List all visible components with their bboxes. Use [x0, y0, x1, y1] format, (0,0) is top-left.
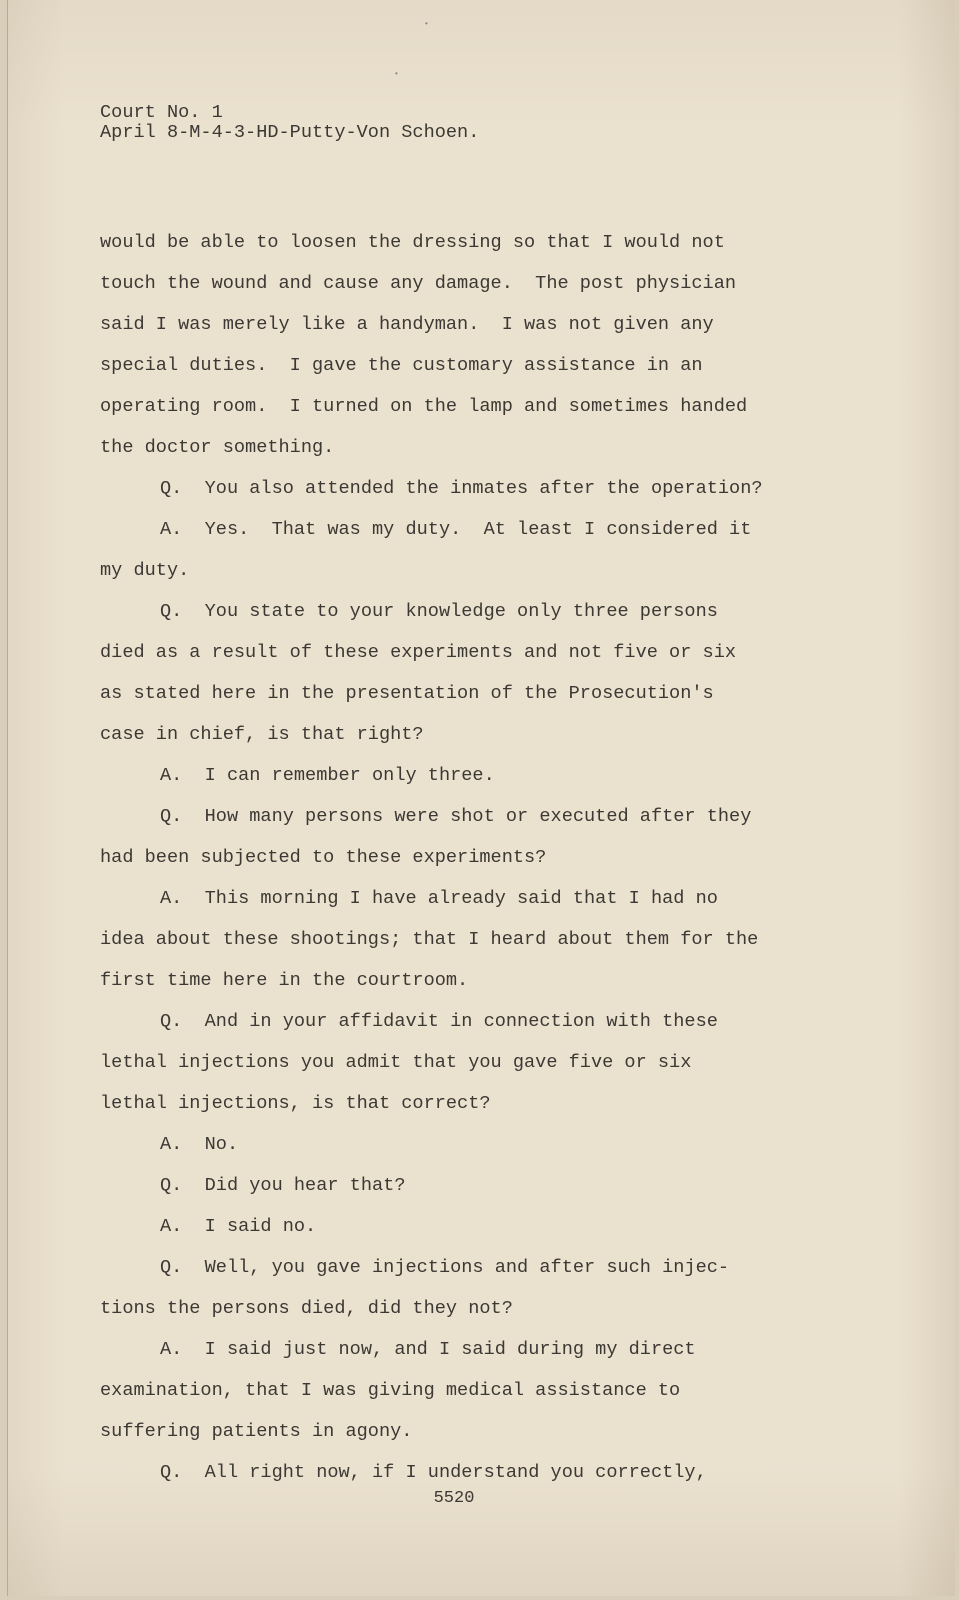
answer-line: A. No.: [160, 1134, 239, 1155]
answer-line: A. Yes. That was my duty. At least I considered it: [160, 519, 752, 540]
answer-line: A. I said no.: [160, 1216, 317, 1237]
document-header: [100, 103, 479, 143]
court-number: Court No. 1: [100, 102, 223, 123]
transcript-line: idea about these shootings; that I heard about them for the: [100, 929, 759, 950]
question-line: Q. All right now, if I understand you correctly,: [160, 1462, 707, 1483]
transcript-line: touch the wound and cause any damage. The post physician: [100, 273, 737, 294]
question-line: Q. You also attended the inmates after the operation?: [160, 478, 763, 499]
question-line: Q. Well, you gave injections and after such injec-: [160, 1257, 730, 1278]
stray-mark: •: [424, 20, 429, 29]
transcript-line: tions the persons died, did they not?: [100, 1298, 513, 1319]
transcript-line: special duties. I gave the customary assistance in an: [100, 355, 703, 376]
answer-line: A. I can remember only three.: [160, 765, 495, 786]
stray-mark: •: [394, 70, 399, 79]
answer-line: A. I said just now, and I said during my direct: [160, 1339, 696, 1360]
transcript-line: died as a result of these experiments and not five or six: [100, 642, 737, 663]
transcript-line: as stated here in the presentation of the Prosecution's: [100, 683, 714, 704]
transcript-line: case in chief, is that right?: [100, 724, 424, 745]
transcript-line: would be able to loosen the dressing so that I would not: [100, 232, 725, 253]
transcript-line: had been subjected to these experiments?: [100, 847, 547, 868]
transcript-line: examination, that I was giving medical assistance to: [100, 1380, 681, 1401]
document-page: [8, 0, 955, 1596]
session-line: April 8-M-4-3-HD-Putty-Von Schoen.: [100, 122, 480, 143]
page-number: 5520: [433, 1489, 475, 1508]
question-line: Q. You state to your knowledge only three persons: [160, 601, 718, 622]
question-line: Q. Did you hear that?: [160, 1175, 406, 1196]
transcript-line: operating room. I turned on the lamp and sometimes handed: [100, 396, 748, 417]
transcript-line: lethal injections, is that correct?: [100, 1093, 491, 1114]
question-line: Q. How many persons were shot or executed after they: [160, 806, 752, 827]
transcript-line: suffering patients in agony.: [100, 1421, 413, 1442]
transcript-line: first time here in the courtroom.: [100, 970, 469, 991]
transcript-line: my duty.: [100, 560, 190, 581]
transcript-line: lethal injections you admit that you gave five or six: [100, 1052, 692, 1073]
answer-line: A. This morning I have already said that I had no: [160, 888, 718, 909]
question-line: Q. And in your affidavit in connection with these: [160, 1011, 718, 1032]
transcript-line: the doctor something.: [100, 437, 335, 458]
transcript-line: said I was merely like a handyman. I was not given any: [100, 314, 714, 335]
transcript-body: [100, 222, 940, 1493]
